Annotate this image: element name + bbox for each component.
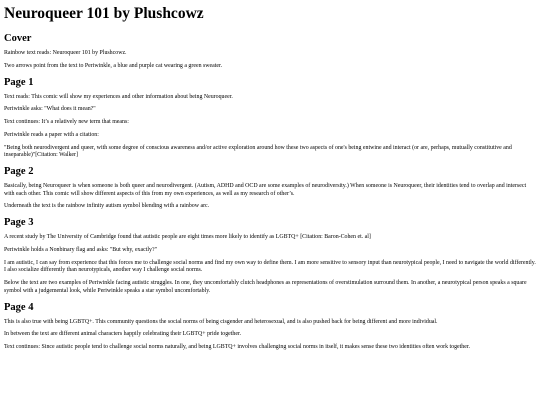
section-page-4: [4, 301, 536, 352]
page-title: Neuroqueer 101 by Plushcowz: [4, 5, 204, 22]
paragraph: Two arrows point from the text to Periwinkle, a blue and purple cat wearing a green sweater.: [4, 62, 223, 69]
section-page-3: [4, 216, 536, 295]
paragraph: Below the text are two examples of Periwinkle facing autistic struggles. In one, they uncomfortably clutch headphones as representations of overstimulation surround them. In another, a neurotypical person speaks a square symbol with a judgemental look, while Periwinkle speaks a star symbol uncomfortably.: [4, 280, 527, 294]
paragraph: This is also true with being LGBTQ+. This community questions the social norms of being cisgender and heterosexual, and is also pushed back for being different and more individual.: [4, 318, 438, 325]
section-heading: Page 1: [4, 76, 34, 88]
paragraph: In between the text are different animal characters happily celebrating their LGBTQ+ pride together.: [4, 331, 242, 338]
paragraph: Periwinkle holds a Nonbinary flag and asks: "But why, exactly?": [4, 247, 157, 253]
section-heading: Page 4: [4, 301, 34, 313]
paragraph: A recent study by The University of Cambridge found that autistic people are eight times more likely to identify as LGBTQ+ [Citation: Baron-Cohen et. al]: [4, 234, 371, 241]
section-page-2: [4, 165, 536, 211]
paragraph: Text continues: Since autistic people tend to challenge social norms naturally, and being LGBTQ+ involves challenging social norms in itself, it makes sense these two identities often work together.: [4, 344, 470, 351]
section-page-1: [4, 76, 536, 160]
paragraph: Text continues: It’s a relatively new term that means:: [4, 119, 129, 126]
section-cover: [4, 32, 536, 70]
paragraph: Basically, being Neuroqueer is when someone is both queer and neurodivergent. (Autism, ADHD and OCD are some examples of neurodiversity.) When someone is Neuroqueer, their identities tend to overlap and intersect with each other. This comic will show different aspects of this from my own experiences, as well as my research of other’s.: [4, 183, 527, 197]
citation-quote: "Being both neurodivergent and queer, with some degree of conscious awareness and/or active exploration around how these two aspects of one's being entwine and interact (or are, perhaps, mutually constitutive and inseparable)"[Citation: Walker]: [4, 144, 512, 159]
paragraph: Periwinkle asks: "What does it mean?": [4, 106, 96, 113]
section-heading: Cover: [4, 33, 32, 44]
paragraph: I am autistic, I can say from experience that this forces me to challenge social norms and find my own way to define them. I am more sensitive to sensory input than neurotypical people, I need to navigate the world differently. I also socialize differently than neurotypicals, another way I challenge social norms.: [4, 259, 536, 274]
section-heading: Page 3: [4, 217, 34, 229]
paragraph: Underneath the text is the rainbow infinity autism symbol blending with a rainbow arc.: [4, 203, 210, 210]
paragraph: Text reads: This comic will show my experiences and other information about being Neuroqueer.: [4, 93, 233, 100]
paragraph: Periwinkle reads a paper with a citation:: [4, 131, 99, 138]
paragraph: Rainbow text reads: Neuroqueer 101 by Plushcowz.: [4, 50, 127, 56]
section-heading: Page 2: [4, 166, 34, 178]
